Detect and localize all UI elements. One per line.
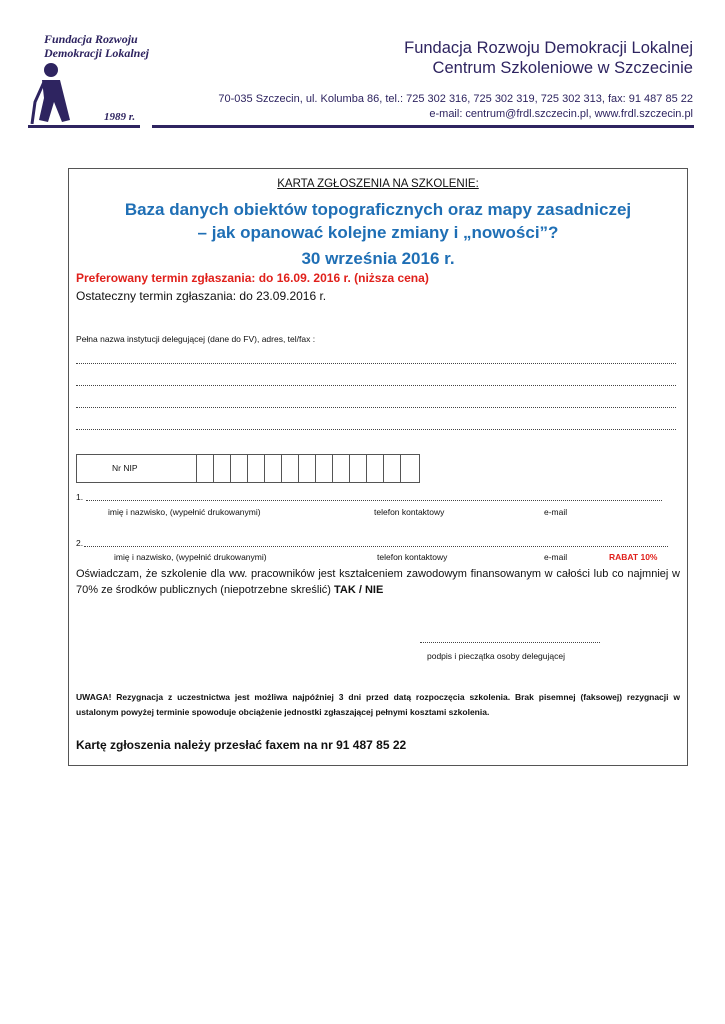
institution-label: Pełna nazwa instytucji delegującej (dane do FV), adres, tel/fax : [76,334,316,344]
address-line: 70-035 Szczecin, ul. Kolumba 86, tel.: 725 302 316, 725 302 319, 725 302 313, fax: 91 487 85 22 [218,93,693,105]
nip-cell[interactable] [230,454,247,483]
logo-line-2: Demokracji Lokalnej [44,46,149,60]
header-rule-left [28,125,140,128]
nip-cell[interactable] [281,454,298,483]
header-rule [152,125,694,128]
participant-1-name-label: imię i nazwisko, (wypełnić drukowanymi) [108,507,261,517]
nip-cell[interactable] [349,454,366,483]
course-title-line-2: – jak opanować kolejne zmiany i „nowości”? [197,223,559,242]
participant-1-number: 1. [76,492,84,502]
participant-2-email-label: e-mail [544,552,568,562]
participant-2-field[interactable] [84,545,668,547]
institution-field-line-3[interactable] [76,406,676,408]
form-label: KARTA ZGŁOSZENIA NA SZKOLENIE: [277,178,479,190]
nip-label: Nr NIP [112,463,138,473]
institution-field-line-2[interactable] [76,384,676,386]
statement-choice[interactable]: TAK / NIE [334,584,384,596]
logo-figure-icon [30,62,80,124]
institution-field-line-4[interactable] [76,428,676,430]
nip-cell[interactable] [383,454,400,483]
nip-cell[interactable] [400,454,417,483]
participant-1-email-label: e-mail [544,507,568,517]
nip-cell[interactable] [196,454,213,483]
nip-cell[interactable] [213,454,230,483]
nip-cell[interactable] [264,454,281,483]
org-name: Fundacja Rozwoju Demokracji Lokalnej [404,39,693,57]
org-center: Centrum Szkoleniowe w Szczecinie [432,59,693,77]
participant-2-number: 2. [76,538,84,548]
course-title-line-1: Baza danych obiektów topograficznych oraz mapy zasadniczej [124,200,632,219]
fax-note: Kartę zgłoszenia należy przesłać faxem na nr 91 487 85 22 [76,738,407,752]
nip-cell[interactable] [366,454,383,483]
rabat-badge: RABAT 10% [609,552,658,562]
org-title [404,38,693,78]
signature-line[interactable] [420,642,600,643]
statement [76,566,680,598]
org-address [218,92,693,122]
nip-cell[interactable] [332,454,349,483]
participant-1-phone-label: telefon kontaktowy [374,507,445,517]
participant-2-phone-label: telefon kontaktowy [377,552,448,562]
nip-cell[interactable] [298,454,315,483]
participant-1-field[interactable] [86,499,662,501]
statement-text: Oświadczam, że szkolenie dla ww. pracowników jest kształceniem zawodowym finansowanym w całości lub co najmniej w 70% ze środków publicznych (niepotrzebne skreślić) [76,568,680,596]
nip-cell[interactable] [315,454,332,483]
logo-year: 1989 r. [104,111,136,123]
preferred-term: Preferowany termin zgłaszania: do 16.09. 2016 r. (niższa cena) [76,271,429,285]
institution-field-line-1[interactable] [76,362,676,364]
participant-2-name-label: imię i nazwisko, (wypełnić drukowanymi) [114,552,267,562]
final-term: Ostateczny termin zgłaszania: do 23.09.2016 r. [76,289,327,303]
signature-label: podpis i pieczątka osoby delegującej [427,651,565,661]
logo-text [44,32,149,60]
nip-cell[interactable] [247,454,264,483]
warning-text: UWAGA! Rezygnacja z uczestnictwa jest możliwa najpóźniej 3 dni przed datą rozpoczęcia szkolenia. Brak pisemnej (faksowej) rezygnacji w ustalonym powyżej terminie spowoduje obciążenie jednostki zgłaszającej pełnymi kosztami szkolenia. [76,692,680,717]
course-date: 30 września 2016 r. [301,249,455,268]
logo-line-1: Fundacja Rozwoju [44,32,138,46]
course-title [68,198,688,244]
contact-line: e-mail: centrum@frdl.szczecin.pl, www.frdl.szczecin.pl [429,108,693,120]
